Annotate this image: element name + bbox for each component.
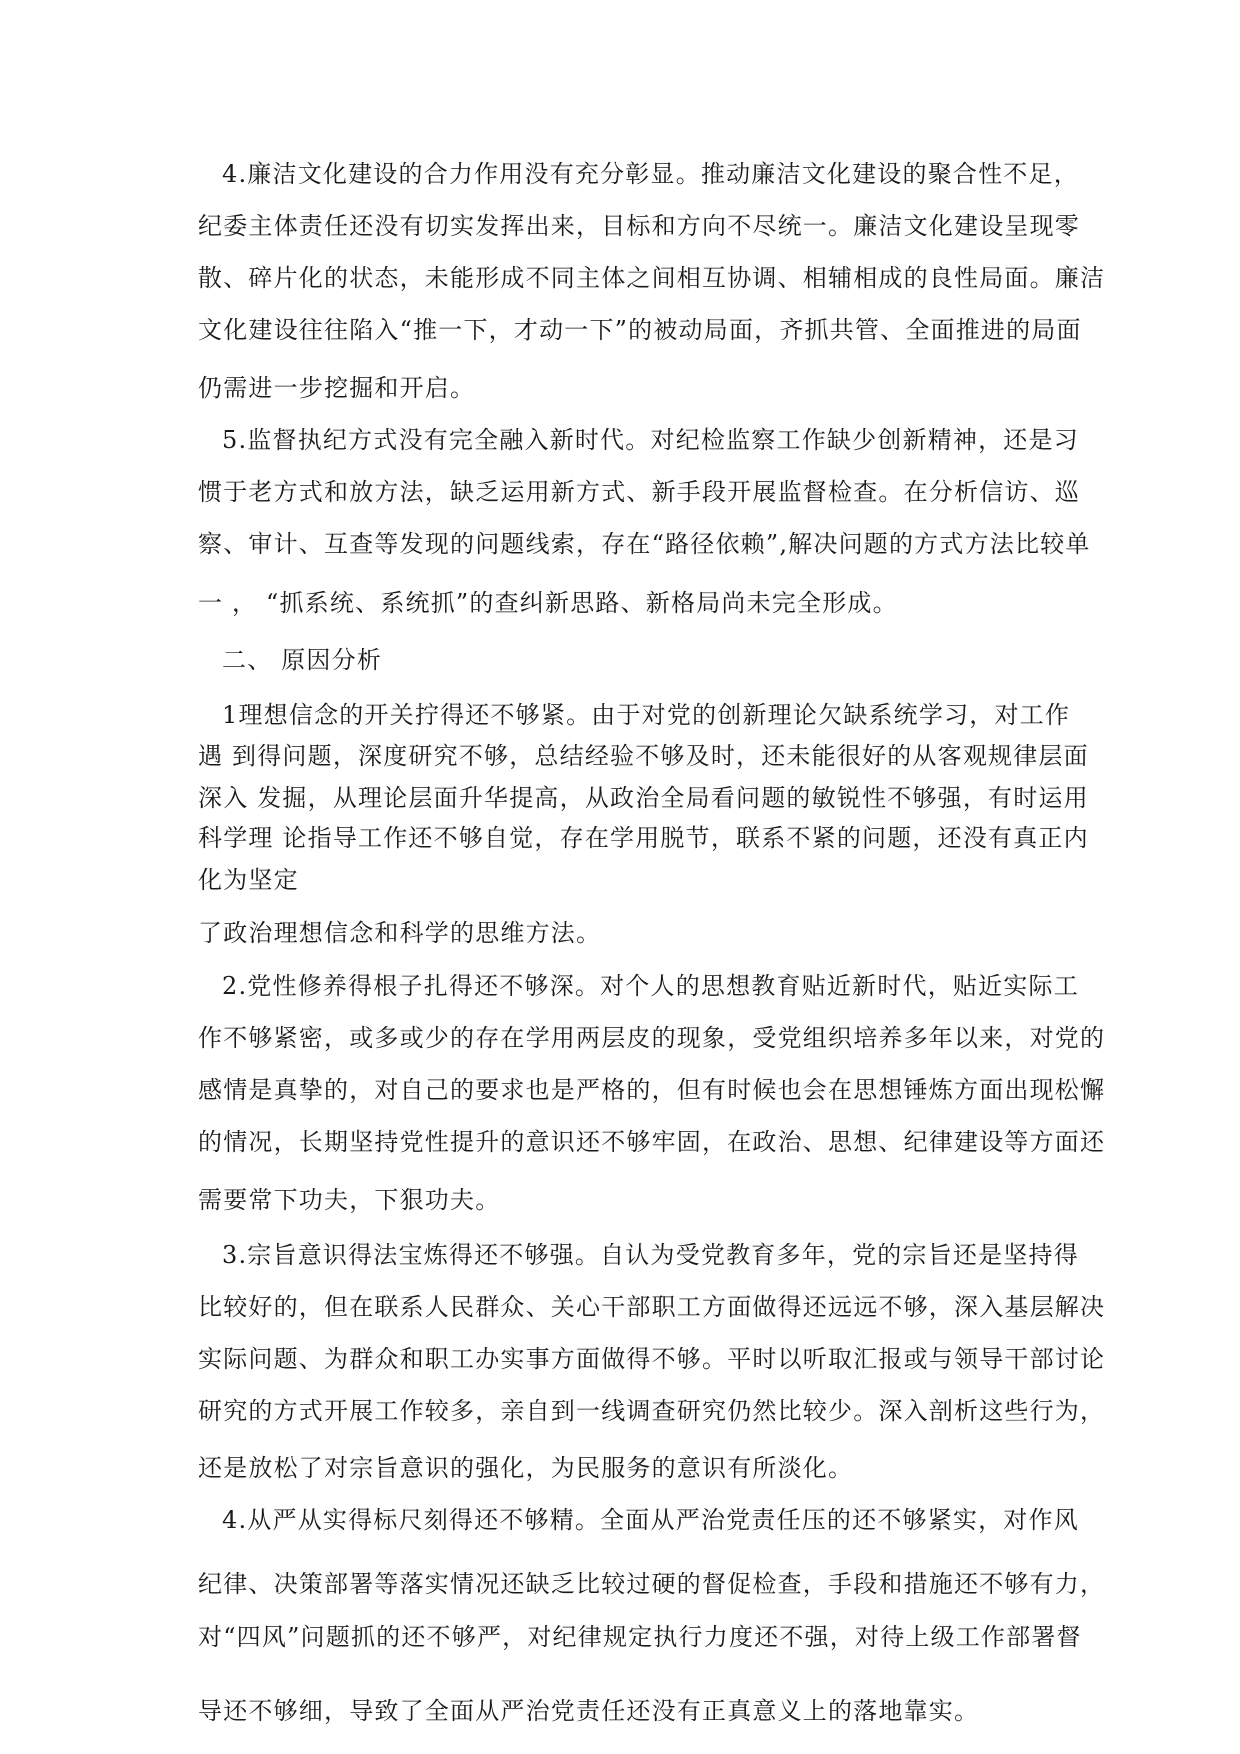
text-line: 的情况，长期坚持党性提升的意识还不够牢固，在政治、思想、纪律建设等方面还 bbox=[198, 1128, 1106, 1157]
text-line: 还是放松了对宗旨意识的强化，为民服务的意识有所淡化。 bbox=[198, 1453, 854, 1482]
text-line: 需要常下功夫，下狠功夫。 bbox=[198, 1185, 501, 1214]
text-line: 散、碎片化的状态，未能形成不同主体之间相互协调、相辅相成的良性局面。廉洁 bbox=[198, 263, 1106, 292]
text-line: 纪委主体责任还没有切实发挥出来，目标和方向不尽统一。廉洁文化建设呈现零 bbox=[198, 211, 1080, 240]
text-line: 导还不够细，导致了全面从严治党责任还没有正真意义上的落地靠实。 bbox=[198, 1696, 980, 1725]
text-line: 1理想信念的开关拧得还不够紧。由于对党的创新理论欠缺系统学习，对工作 bbox=[222, 700, 1071, 729]
text-line: 4.从严从实得标尺刻得还不够精。全面从严治党责任压的还不够紧实，对作风 bbox=[222, 1505, 1079, 1534]
text-line: 遇 到得问题，深度研究不够，总结经验不够及时，还未能很好的从客观规律层面 bbox=[198, 742, 1089, 771]
text-line: 科学理 论指导工作还不够自觉，存在学用脱节，联系不紧的问题，还没有真正内 bbox=[198, 824, 1089, 853]
text-line: 了政治理想信念和科学的思维方法。 bbox=[198, 919, 602, 948]
text-line: 惯于老方式和放方法，缺乏运用新方式、新手段开展监督检查。在分析信访、巡 bbox=[198, 478, 1080, 507]
section-heading: 二、 原因分析 bbox=[222, 645, 383, 674]
text-line: 4.廉洁文化建设的合力作用没有充分彰显。推动廉洁文化建设的聚合性不足， bbox=[222, 160, 1079, 189]
text-line: 感情是真挚的，对自己的要求也是严格的，但有时候也会在思想锤炼方面出现松懈 bbox=[198, 1076, 1106, 1105]
text-line: 研究的方式开展工作较多，亲自到一线调查研究仍然比较少。深入剖析这些行为， bbox=[198, 1396, 1106, 1425]
text-line: 实际问题、为群众和职工办实事方面做得不够。平时以听取汇报或与领导干部讨论 bbox=[198, 1344, 1106, 1373]
text-line: 仍需进一步挖掘和开启。 bbox=[198, 374, 476, 403]
text-line: 比较好的，但在联系人民群众、关心干部职工方面做得还远远不够，深入基层解决 bbox=[198, 1292, 1106, 1321]
text-line: 2.党性修养得根子扎得还不够深。对个人的思想教育贴近新时代，贴近实际工 bbox=[222, 972, 1079, 1001]
text-line: 5.监督执纪方式没有完全融入新时代。对纪检监察工作缺少创新精神，还是习 bbox=[222, 426, 1079, 455]
text-line: 作不够紧密，或多或少的存在学用两层皮的现象，受党组织培养多年以来，对党的 bbox=[198, 1024, 1106, 1053]
text-line: 一 ， “抓系统、系统抓”的查纠新思路、新格局尚未完全形成。 bbox=[198, 588, 898, 617]
text-line: 纪律、决策部署等落实情况还缺乏比较过硬的督促检查，手段和措施还不够有力， bbox=[198, 1569, 1106, 1598]
text-line: 深入 发掘，从理论层面升华提高，从政治全局看问题的敏锐性不够强，有时运用 bbox=[198, 783, 1089, 812]
text-line: 对“四风”问题抓的还不够严，对纪律规定执行力度还不强，对待上级工作部署督 bbox=[198, 1622, 1082, 1651]
text-line: 文化建设往往陷入“推一下，才动一下”的被动局面，齐抓共管、全面推进的局面 bbox=[198, 315, 1082, 344]
text-line: 化为坚定 bbox=[198, 866, 299, 895]
text-line: 察、审计、互查等发现的问题线索，存在“路径依赖”,解决问题的方式方法比较单 bbox=[198, 530, 1091, 559]
text-line: 3.宗旨意识得法宝炼得还不够强。自认为受党教育多年，党的宗旨还是坚持得 bbox=[222, 1240, 1079, 1269]
